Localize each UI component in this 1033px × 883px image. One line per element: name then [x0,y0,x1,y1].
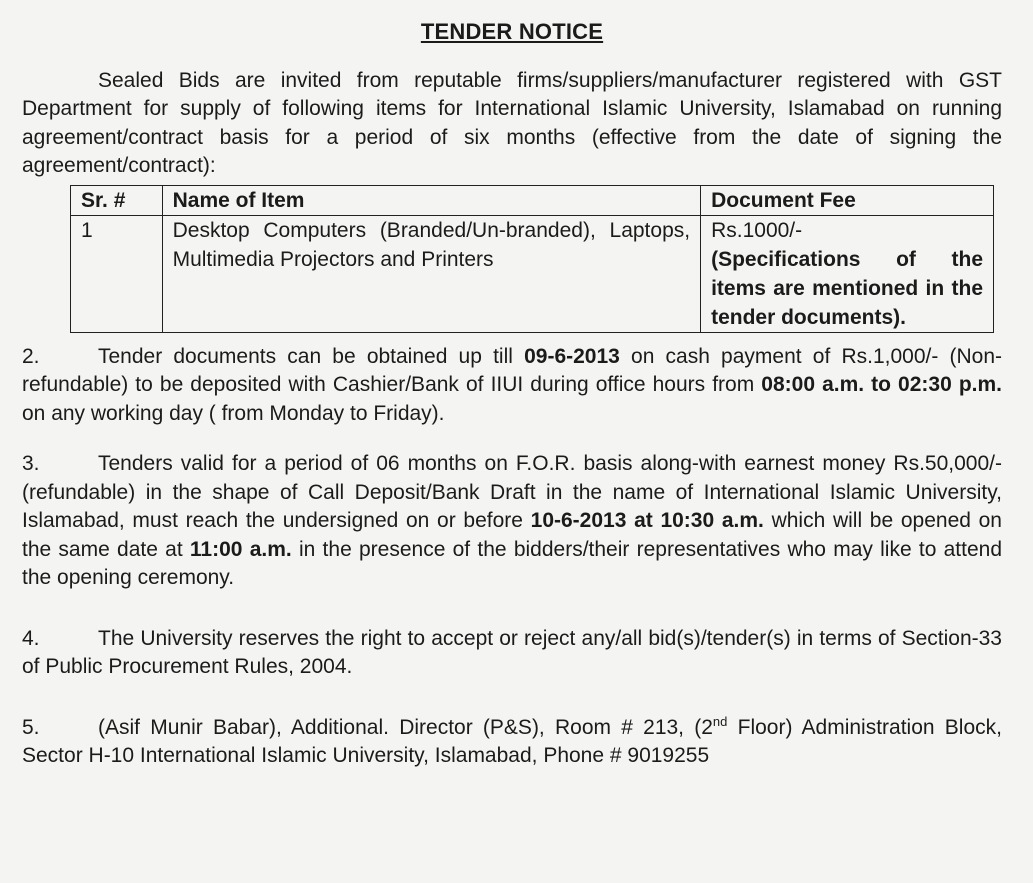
table-row [71,215,994,332]
document-title: TENDER NOTICE [420,19,604,44]
cell-fee [701,215,994,332]
item-name: Desktop Computers (Branded/Un-branded), Laptops, Multimedia Projectors and Printers [172,218,691,271]
fee-amount: Rs.1000/- [711,218,803,242]
intro-paragraph: Sealed Bids are invited from reputable firms/suppliers/manufacturer registered with GST Department for supply of following items for International Islamic University, Islamabad on running agreement/contract basis for a period of six months (effective from the date of signing the agreement/contract): [22,68,1002,177]
para-number: 3. [22,452,40,475]
cell-item [162,215,701,332]
items-table [70,185,994,333]
table-header-row [71,185,994,215]
para-number: 4. [22,626,40,650]
header-sr: Sr. # [71,185,163,215]
tender-notice-document [22,18,1002,771]
paragraph-4: 4. The University reserves the right to accept or reject any/all bid(s)/tender(s) in terms of Section-33 of Public Procurement Rules, 2004. [22,626,1002,678]
header-item: Name of Item [162,185,701,215]
office-hours: 08:00 a.m. to 02:30 p.m. [761,373,1002,396]
cell-sr: 1 [71,215,163,332]
paragraph-3: 3. Tenders valid for a period of 06 months on F.O.R. basis along-with earnest money Rs.50,000/- (refundable) in the shape of Call Deposit/Bank Draft in the name of International Islamic University, Islamabad, must reach the undersigned on or before 10-6-2013 at 10:30 a.m. which will be opened on the same date at 11:00 a.m. in the presence of the bidders/their representatives who may like to attend the opening ceremony. [22,452,1003,589]
header-fee: Document Fee [701,185,994,215]
para-number: 5. [22,715,40,739]
fee-note: (Specifications of the items are mentioned in the tender documents). [711,247,983,329]
opening-time: 11:00 a.m. [189,537,292,561]
submission-deadline: 10-6-2013 at 10:30 a.m. [530,509,764,532]
paragraph-2: 2. Tender documents can be obtained up till 09-6-2013 on cash payment of Rs.1,000/- (Non-refundable) to be deposited with Cashier/Bank of IIUI during office hours from 08:00 a.m. to 02:30 p.m. on any working day ( from Monday to Friday). [22,344,1003,425]
para-number: 2. [22,344,40,368]
paragraph-5: 5. (Asif Munir Babar), Additional. Director (P&S), Room # 213, (2nd Floor) Administration Block, Sector H-10 International Islamic University, Islamabad, Phone # 9019255 [22,713,1002,767]
obtain-until-date: 09-6-2013 [524,344,620,368]
